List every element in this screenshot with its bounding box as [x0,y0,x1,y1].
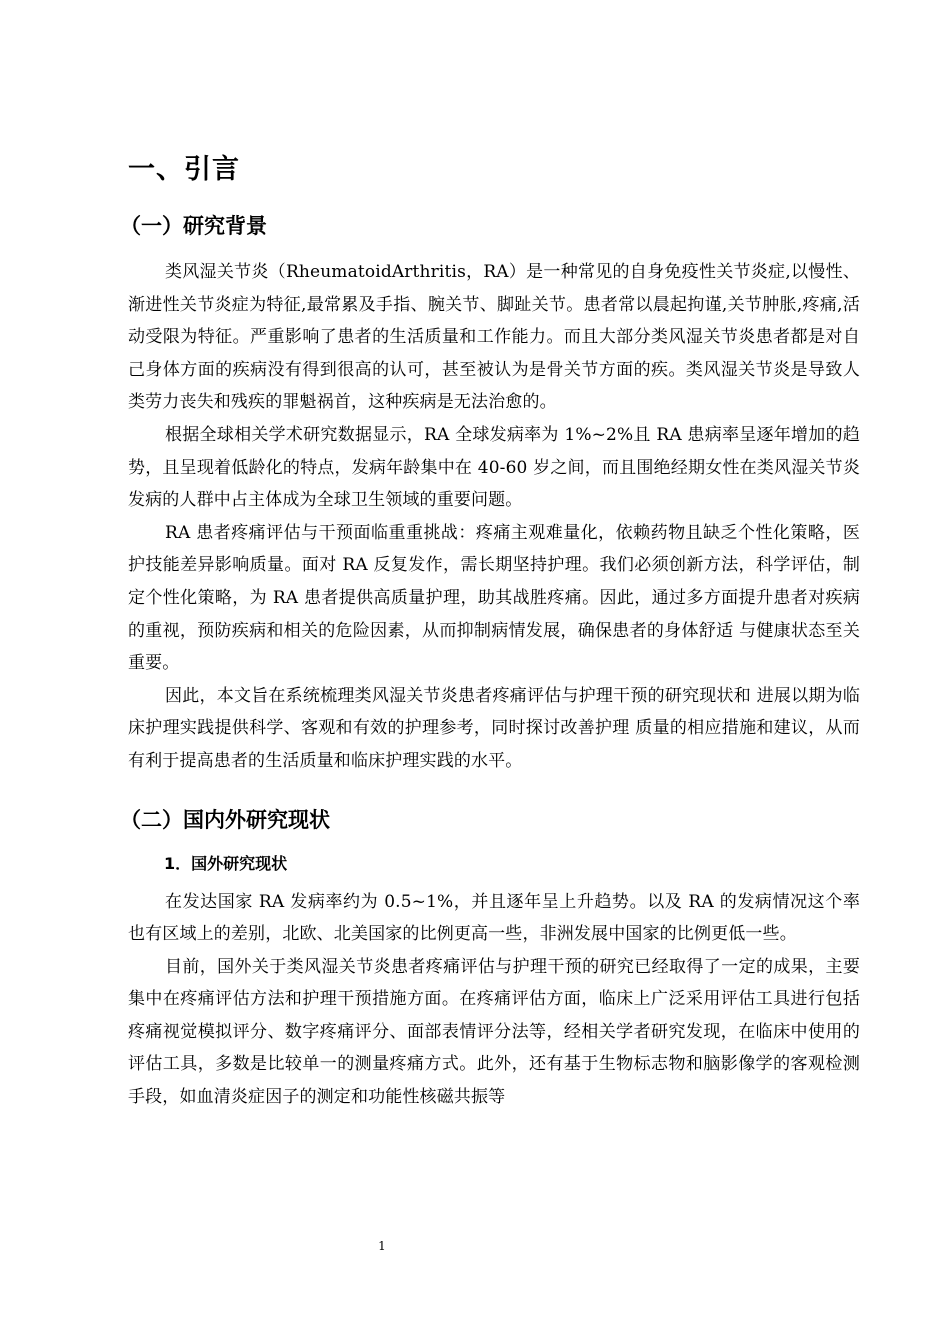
paragraph: 根据全球相关学术研究数据显示，RA 全球发病率为 1%~2%且 RA 患病率呈逐年增加的趋势，且呈现着低龄化的特点，发病年龄集中在 40-60 岁之间，而且围绝经期女性在类风湿关节炎发病的人群中占主体成为全球卫生领域的重要问题。 [128,424,860,511]
chapter-heading: 一、引言 [128,154,240,185]
paragraph: 目前，国外关于类风湿关节炎患者疼痛评估与护理干预的研究已经取得了一定的成果，主要集中在疼痛评估方法和护理干预措施方面。在疼痛评估方面，临床上广泛采用评估工具进行包括疼痛视觉模拟评分、数字疼痛评分、面部表情评分法等，经相关学者研究发现，在临床中使用的评估工具，多数是比较单一的测量疼痛方式。此外，还有基于生物标志物和脑影像学的客观检测手段，如血清炎症因子的测定和功能性核磁共振等 [128,956,860,1108]
paragraph: 因此，本文旨在系统梳理类风湿关节炎患者疼痛评估与护理干预的研究现状和 进展以期为临床护理实践提供科学、客观和有效的护理参考，同时探讨改善护理 质量的相应措施和建议，从而有利于提高患者的生活质量和临床护理实践的水平。 [128,685,860,771]
section-heading-research-status: （二）国内外研究现状 [120,807,330,832]
section-heading-background: （一）研究背景 [120,214,267,238]
paragraph: 在发达国家 RA 发病率约为 0.5~1%，并且逐年呈上升趋势。以及 RA 的发病情况这个率也有区域上的差别，北欧、北美国家的比例更高一些，非洲发展中国家的比例更低一些。 [128,891,860,945]
page-number: 1 [378,1239,386,1253]
subsection-heading-foreign: 1．国外研究现状 [164,853,288,873]
paragraph: RA 患者疼痛评估与干预面临重重挑战：疼痛主观难量化，依赖药物且缺乏个性化策略，医护技能差异影响质量。面对 RA 反复发作，需长期坚持护理。我们必须创新方法，科学评估，制定个性化策略，为 RA 患者提供高质量护理，助其战胜疼痛。因此，通过多方面提升患者对疾病的重视，预防疾病和相关的危险因素，从而抑制病情发展，确保患者的身体舒适 与健康状态至关重要。 [128,522,860,674]
paragraph: 类风湿关节炎（RheumatoidArthritis，RA）是一种常见的自身免疫性关节炎症,以慢性、渐进性关节炎症为特征,最常累及手指、腕关节、脚趾关节。患者常以晨起拘谨,关节肿胀,疼痛,活动受限为特征。严重影响了患者的生活质量和工作能力。而且大部分类风湿关节炎患者都是对自己身体方面的疾病没有得到很高的认可，甚至被认为是骨关节方面的疾。类风湿关节炎是导致人类劳力丧失和残疾的罪魁祸首，这种疾病是无法治愈的。 [128,262,860,413]
page-content [120,150,860,1114]
